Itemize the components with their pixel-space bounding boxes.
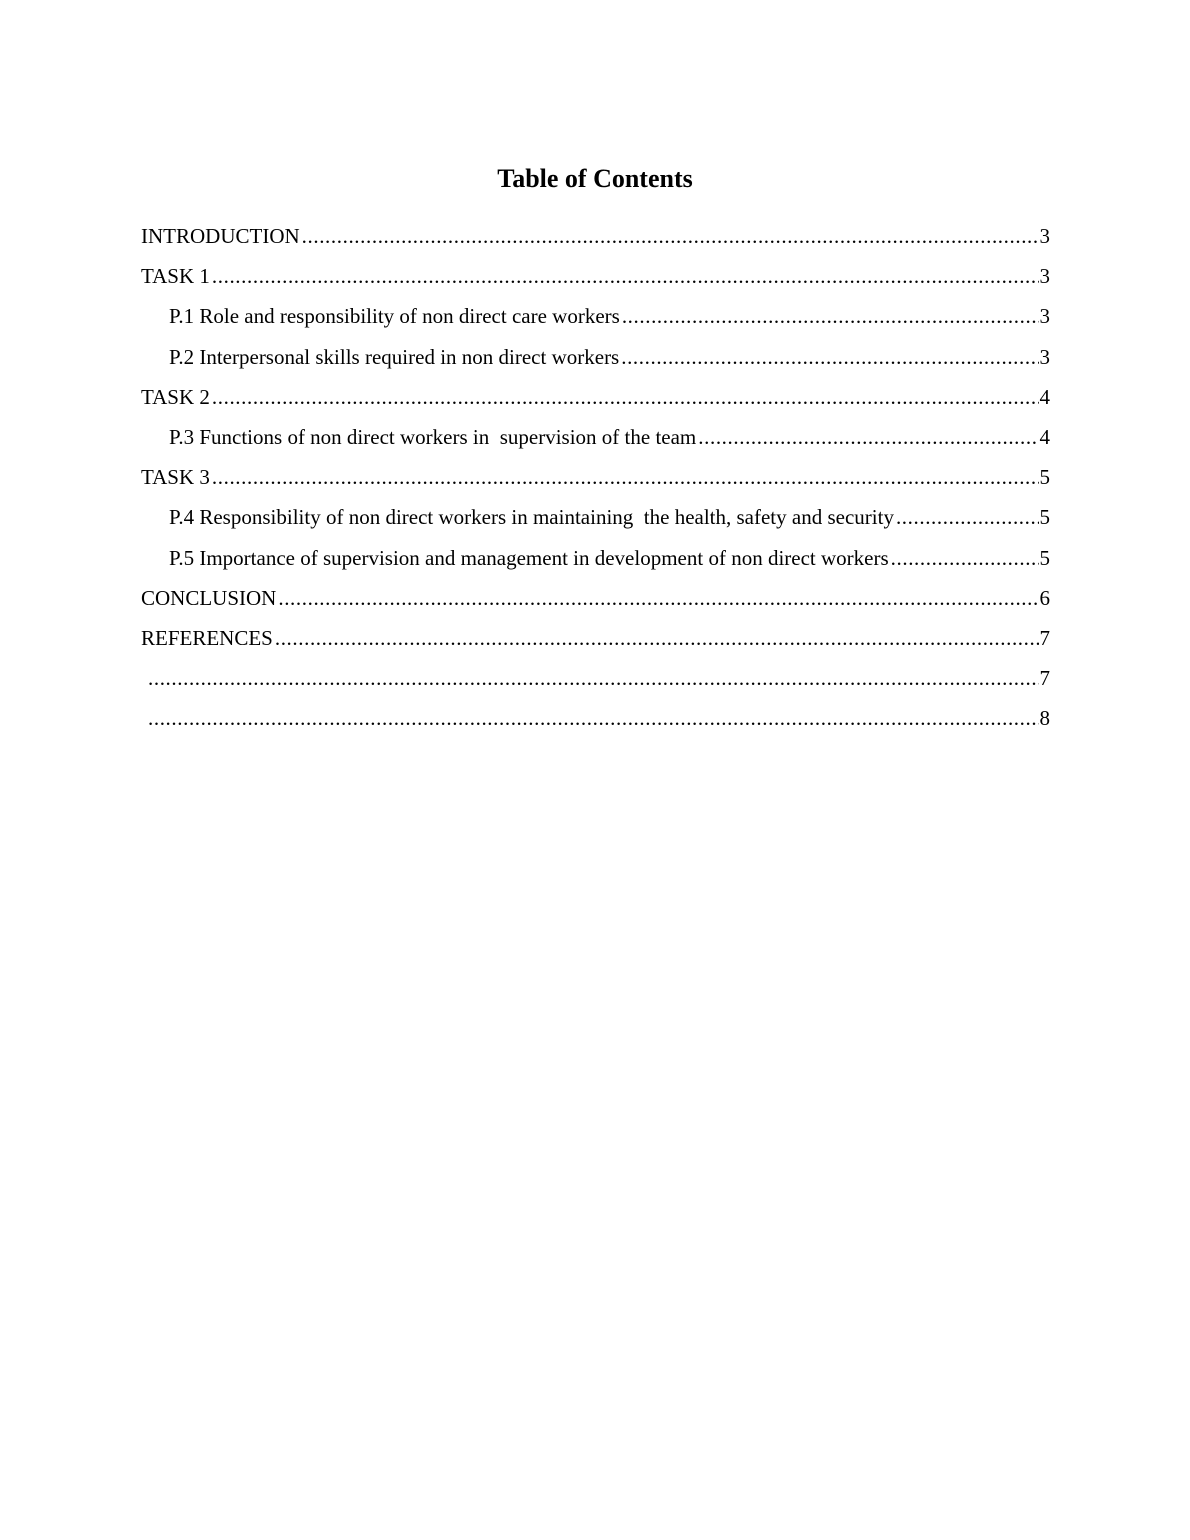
toc-dot-leader [622,300,1039,332]
toc-page-number: 3 [1039,224,1050,248]
toc-page-number: 7 [1039,625,1050,650]
toc-entry-text: P.1 Role and responsibility of non direct care workers [169,304,620,329]
toc-entry-text: P.4 Responsibility of non direct workers in maintaining the health, safety and security [169,505,894,530]
toc-page-number: 3 [1039,344,1050,369]
toc-page-number: 4 [1039,424,1050,449]
toc-title: Table of Contents [497,164,693,193]
toc-dot-leader [212,260,1039,292]
toc-dot-leader [302,220,1039,252]
toc-entry-text: REFERENCES [141,625,273,650]
toc-dot-leader [212,381,1039,413]
toc-entry-text: INTRODUCTION [141,224,300,248]
toc-entry-text: P.5 Importance of supervision and management in development of non direct workers [169,545,889,570]
toc-entry-p5[interactable] [141,542,1050,582]
toc-entry-text: P.3 Functions of non direct workers in supervision of the team [169,424,697,449]
toc-entry-conclusion[interactable] [141,582,1050,622]
toc-entry-p1[interactable] [141,300,1050,340]
toc-dot-leader [148,702,1039,734]
toc-entry-untitled-1[interactable] [141,662,1050,702]
toc-entry-task-1[interactable] [141,260,1050,300]
toc-page-number: 5 [1039,465,1050,490]
toc-entry-text: TASK 1 [141,264,210,289]
toc-entry-introduction[interactable] [141,220,1050,260]
toc-page-number: 5 [1039,545,1050,570]
toc-page-number: 7 [1039,666,1050,691]
toc-dot-leader [891,542,1039,574]
toc-entry-text: TASK 2 [141,384,210,409]
toc-dot-leader [896,501,1039,533]
toc-entry-p4[interactable] [141,501,1050,541]
toc-entry-text: P.2 Interpersonal skills required in non direct workers [169,344,620,369]
toc-entry-references[interactable] [141,622,1050,662]
toc-page-number: 6 [1039,585,1050,610]
toc-entry-task-3[interactable] [141,461,1050,501]
toc-entry-p3[interactable] [141,421,1050,461]
toc-page-number: 8 [1039,706,1050,731]
toc-dot-leader [698,421,1038,453]
toc-entry-text: CONCLUSION [141,585,277,610]
toc-entry-task-2[interactable] [141,381,1050,421]
toc-dot-leader [278,582,1038,614]
toc-page-number: 4 [1039,384,1050,409]
toc-page-number: 5 [1039,505,1050,530]
toc-dot-leader [212,461,1039,493]
toc-page-number: 3 [1039,264,1050,289]
toc-entry-text: TASK 3 [141,465,210,490]
toc-entry-untitled-2[interactable] [141,702,1050,742]
toc-dot-leader [621,341,1038,373]
toc-entry-p2[interactable] [141,341,1050,381]
toc-page-number: 3 [1039,304,1050,329]
toc-dot-leader [275,622,1039,654]
toc-dot-leader [148,662,1039,694]
toc-list [141,220,1050,742]
